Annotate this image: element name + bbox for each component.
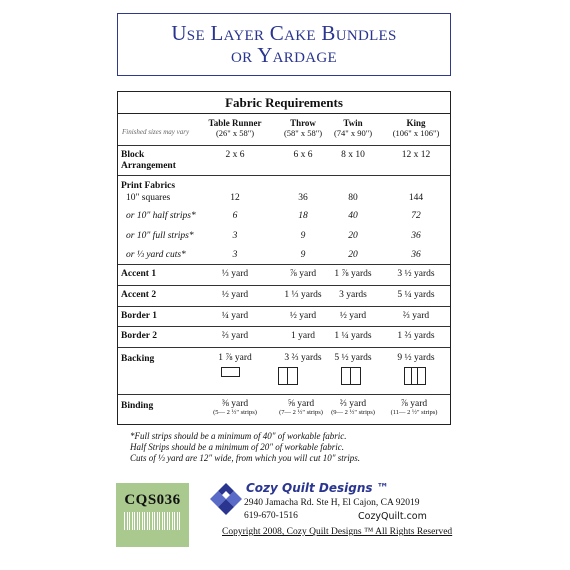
row-divider bbox=[118, 175, 450, 176]
print-value: 36 bbox=[298, 193, 308, 203]
note-third-yard: Cuts of ⅓ yard are 12" wide, from which you will cut 10" strips. bbox=[130, 453, 361, 463]
print-row-label: 10" squares bbox=[126, 193, 171, 203]
accent-2-label: Accent 2 bbox=[121, 290, 157, 300]
note-full-strips: *Full strips should be a minimum of 40" of workable fabric. bbox=[130, 431, 347, 441]
print-value: 20 bbox=[348, 231, 358, 241]
print-row-label: or 10" full strips* bbox=[126, 231, 194, 241]
border-1-value: ½ yard bbox=[289, 311, 317, 321]
fabric-notes bbox=[130, 431, 450, 464]
column-header-table-runner bbox=[200, 118, 270, 138]
block-table-runner: 2 x 6 bbox=[225, 150, 245, 160]
binding-strips: (7— 2 ½" strips) bbox=[279, 409, 323, 416]
fabric-requirements-table bbox=[117, 91, 451, 425]
column-name: Throw bbox=[290, 118, 316, 128]
print-value: 40 bbox=[348, 211, 358, 221]
brand-name: Cozy Quilt Designs ™ bbox=[246, 481, 389, 495]
block-label-line-2: Arrangement bbox=[121, 161, 176, 171]
border-2-value: 1 ¼ yards bbox=[334, 331, 372, 341]
border-1-value: ½ yard bbox=[339, 311, 367, 321]
phone: 619-670-1516 bbox=[244, 511, 298, 521]
backing-diagram-twin-icon bbox=[341, 367, 361, 385]
barcode-icon bbox=[124, 512, 181, 530]
binding-label: Binding bbox=[121, 401, 154, 411]
sizes-note: Finished sizes may vary bbox=[122, 128, 190, 136]
row-divider bbox=[118, 347, 450, 348]
backing-value: 1 ⅞ yard bbox=[218, 353, 252, 363]
binding-cell-table-runner bbox=[200, 399, 270, 416]
accent-1-value: ⅞ yard bbox=[289, 269, 317, 279]
block-king: 12 x 12 bbox=[401, 150, 431, 160]
border-2-value: 1 yard bbox=[290, 331, 315, 341]
row-divider bbox=[118, 394, 450, 395]
backing-diagram-throw-icon bbox=[278, 367, 298, 385]
row-divider bbox=[118, 264, 450, 265]
block-throw: 6 x 6 bbox=[293, 150, 313, 160]
print-value: 3 bbox=[232, 250, 238, 260]
row-divider bbox=[118, 326, 450, 327]
row-divider bbox=[118, 306, 450, 307]
pattern-code: CQS036 bbox=[124, 492, 181, 508]
backing-value: 9 ½ yards bbox=[397, 353, 435, 363]
border-1-label: Border 1 bbox=[121, 311, 157, 321]
block-label-line-1: Block bbox=[121, 150, 145, 160]
print-value: 72 bbox=[411, 211, 421, 221]
website: CozyQuilt.com bbox=[358, 511, 427, 522]
print-value: 18 bbox=[298, 211, 308, 221]
column-name: Table Runner bbox=[208, 118, 262, 128]
print-value: 80 bbox=[348, 193, 358, 203]
column-dims: (26" x 58") bbox=[215, 128, 255, 138]
address: 2940 Jamacha Rd. Ste H, El Cajon, CA 92019 bbox=[244, 498, 420, 508]
row-divider bbox=[118, 145, 450, 146]
backing-value: 5 ½ yards bbox=[334, 353, 372, 363]
column-dims: (106" x 106") bbox=[392, 128, 440, 138]
column-name: Twin bbox=[343, 118, 363, 128]
binding-value: ⅔ yard bbox=[339, 399, 367, 409]
print-value: 144 bbox=[408, 193, 424, 203]
accent-2-value: 1 ⅓ yards bbox=[284, 290, 322, 300]
block-twin: 8 x 10 bbox=[341, 150, 365, 160]
quilt-logo-icon bbox=[209, 481, 243, 517]
accent-2-value: 5 ¼ yards bbox=[397, 290, 435, 300]
block-label bbox=[121, 150, 176, 172]
pattern-code-box bbox=[116, 483, 189, 547]
backing-diagram-king-icon bbox=[404, 367, 426, 385]
accent-2-value: ½ yard bbox=[221, 290, 249, 300]
border-1-value: ¼ yard bbox=[221, 311, 249, 321]
binding-strips: (9— 2 ½" strips) bbox=[331, 409, 375, 416]
print-row-label: or 10" half strips* bbox=[126, 211, 196, 221]
print-value: 36 bbox=[411, 231, 421, 241]
print-value: 9 bbox=[300, 250, 306, 260]
print-value: 12 bbox=[230, 193, 240, 203]
binding-value: ⅝ yard bbox=[287, 399, 315, 409]
accent-1-value: ⅓ yard bbox=[221, 269, 249, 279]
column-dims: (58" x 58") bbox=[283, 128, 323, 138]
backing-label: Backing bbox=[121, 354, 155, 364]
title-line-1: Use Layer Cake Bundles bbox=[171, 21, 397, 45]
border-2-label: Border 2 bbox=[121, 331, 157, 341]
border-1-value: ⅔ yard bbox=[402, 311, 430, 321]
accent-1-value: 1 ⅞ yards bbox=[334, 269, 372, 279]
title-box bbox=[117, 13, 451, 76]
border-2-value: ⅔ yard bbox=[221, 331, 249, 341]
print-value: 6 bbox=[232, 211, 238, 221]
binding-value: ⅜ yard bbox=[221, 399, 249, 409]
note-half-strips: Half Strips should be a minimum of 20" of workable fabric. bbox=[130, 442, 345, 452]
backing-diagram-table-runner-icon bbox=[221, 367, 240, 377]
border-2-value: 1 ⅔ yards bbox=[397, 331, 435, 341]
print-value: 3 bbox=[232, 231, 238, 241]
print-row-label: or ⅓ yard cuts* bbox=[126, 250, 186, 260]
backing-value: 3 ⅔ yards bbox=[284, 353, 322, 363]
print-fabrics-label: Print Fabrics bbox=[121, 181, 176, 191]
print-value: 9 bbox=[300, 231, 306, 241]
requirements-heading: Fabric Requirements bbox=[118, 92, 450, 114]
binding-strips: (11— 2 ½" strips) bbox=[390, 409, 438, 416]
column-header-king bbox=[380, 118, 452, 138]
row-divider bbox=[118, 285, 450, 286]
binding-strips: (5— 2 ½" strips) bbox=[213, 409, 257, 416]
accent-1-label: Accent 1 bbox=[121, 269, 157, 279]
copyright: Copyright 2008, Cozy Quilt Designs ™ All Rights Reserved bbox=[222, 527, 453, 537]
print-value: 36 bbox=[411, 250, 421, 260]
column-header-twin bbox=[318, 118, 388, 138]
print-value: 20 bbox=[348, 250, 358, 260]
accent-2-value: 3 yards bbox=[339, 290, 367, 300]
column-dims: (74" x 90") bbox=[333, 128, 373, 138]
title-line-2: or Yardage bbox=[231, 43, 337, 67]
accent-1-value: 3 ½ yards bbox=[397, 269, 435, 279]
binding-cell-king bbox=[376, 399, 452, 416]
binding-value: ⅞ yard bbox=[400, 399, 428, 409]
column-name: King bbox=[406, 118, 426, 128]
